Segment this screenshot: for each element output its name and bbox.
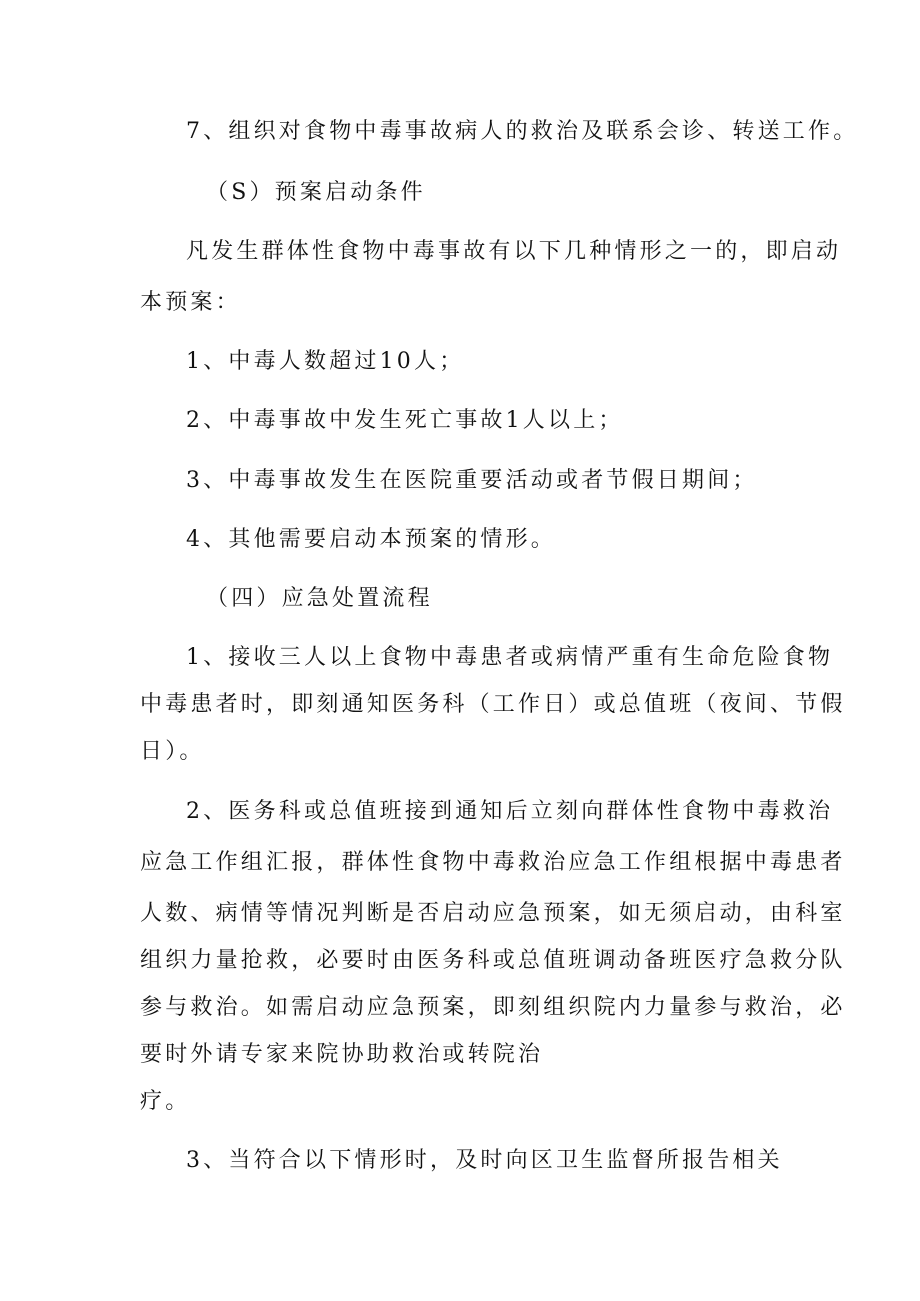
text-line-condition-2: 2、中毒事故中发生死亡事故1人以上； bbox=[186, 408, 624, 433]
text-line-step-1-cont: 中毒患者时，即刻通知医务科（工作日）或总值班（夜间、节假 bbox=[140, 692, 846, 717]
text-line-step-2-cont-2: 人数、病情等情况判断是否启动应急预案，如无须启动，由科室 bbox=[140, 901, 846, 926]
text-line-step-1: 1、接收三人以上食物中毒患者或病情严重有生命危险食物 bbox=[186, 645, 834, 670]
section-heading-procedure: （四）应急处置流程 bbox=[206, 586, 433, 611]
text-line-step-1-end: 日）。 bbox=[140, 739, 205, 764]
text-line-step-2-cont-5: 要时外请专家来院协助救治或转院治 bbox=[140, 1042, 544, 1067]
text-line-step-2-cont-1: 应急工作组汇报，群体性食物中毒救治应急工作组根据中毒患者 bbox=[140, 850, 846, 875]
text-line-condition-1: 1、中毒人数超过10人； bbox=[186, 349, 465, 374]
text-line-item-7: 7、组织对食物中毒事故病人的救治及联系会诊、转送工作。 bbox=[186, 119, 859, 144]
text-line-condition-4: 4、其他需要启动本预案的情形。 bbox=[186, 527, 556, 552]
text-line-step-2-cont-4: 参与救治。如需启动应急预案，即刻组织院内力量参与救治，必 bbox=[140, 995, 846, 1020]
text-line-intro: 凡发生群体性食物中毒事故有以下几种情形之一的，即启动 bbox=[186, 239, 842, 264]
text-line-condition-3: 3、中毒事故发生在医院重要活动或者节假日期间； bbox=[186, 468, 758, 493]
text-line-step-3: 3、当符合以下情形时，及时向区卫生监督所报告相关 bbox=[186, 1148, 783, 1173]
text-line-step-2-cont-3: 组织力量抢救，必要时由医务科或总值班调动备班医疗急救分队 bbox=[140, 948, 846, 973]
text-line-intro-cont: 本预案： bbox=[140, 290, 241, 315]
text-line-step-2: 2、医务科或总值班接到通知后立刻向群体性食物中毒救治 bbox=[186, 799, 834, 824]
text-line-step-2-end: 疗。 bbox=[140, 1089, 191, 1114]
section-heading-start-conditions: （S）预案启动条件 bbox=[206, 180, 426, 205]
